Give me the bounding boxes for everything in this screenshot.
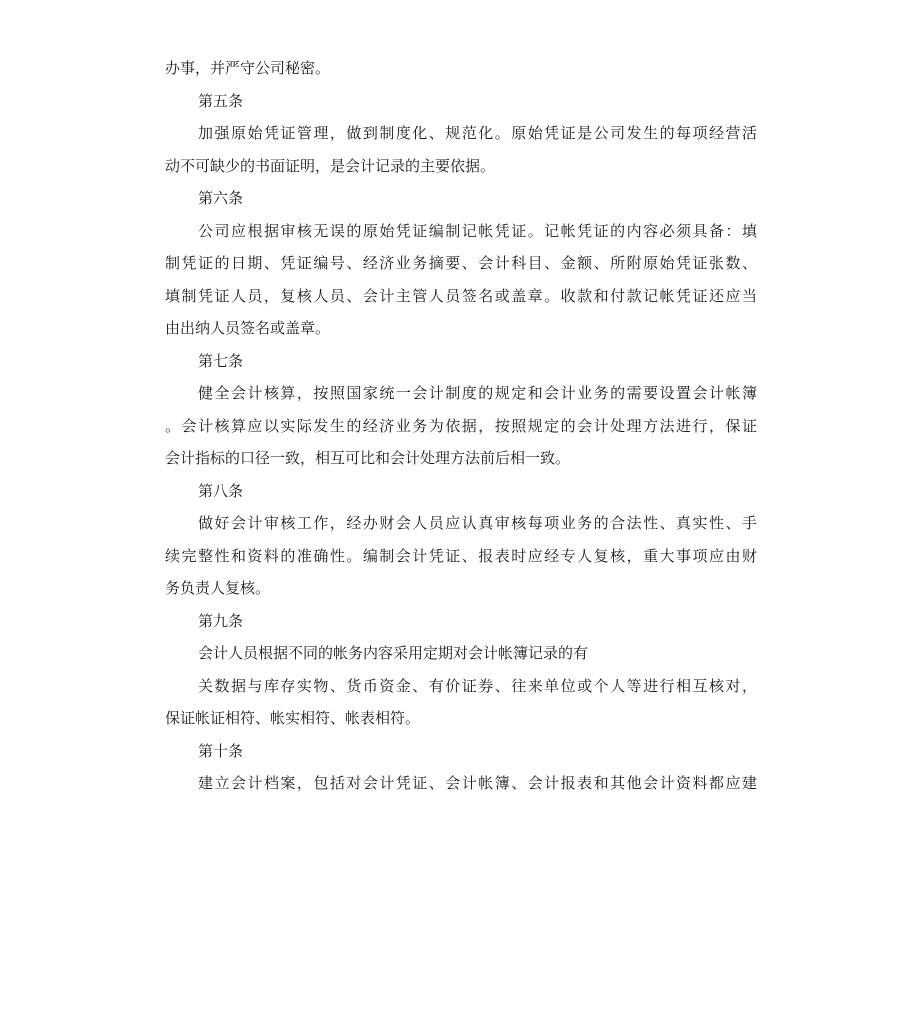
- document-body: [165, 56, 757, 804]
- paragraph-line: 会计人员根据不同的帐务内容采用定期对会计帐簿记录的有: [198, 644, 589, 662]
- paragraph-line: 会计指标的口径一致，相互可比和会计处理方法前后相一致。: [165, 449, 571, 467]
- paragraph-line: 填制凭证人员，复核人员、会计主管人员签名或盖章。收款和付款记帐凭证还应当: [165, 286, 757, 305]
- paragraph-line: 加强原始凭证管理，做到制度化、规范化。原始凭证是公司发生的每项经营活: [198, 124, 757, 142]
- article-heading: 第八条: [198, 481, 244, 500]
- paragraph-line: 建立会计档案，包括对会计凭证、会计帐簿、会计报表和其他会计资料都应建: [198, 774, 757, 792]
- paragraph-line: 务负责人复核。: [165, 579, 271, 597]
- paragraph-line: 由出纳人员签名或盖章。: [165, 319, 331, 337]
- paragraph-line: 关数据与库存实物、货币资金、有价证券、往来单位或个人等进行相互核对，: [198, 676, 757, 695]
- paragraph-line: 做好会计审核工作，经办财会人员应认真审核每项业务的合法性、真实性、手: [198, 514, 757, 532]
- paragraph-line: 公司应根据审核无误的原始凭证编制记帐凭证。记帐凭证的内容必须具备：填: [198, 221, 757, 240]
- article-heading: 第九条: [198, 611, 244, 630]
- paragraph-line: 制凭证的日期、凭证编号、经济业务摘要、会计科目、金额、所附原始凭证张数、: [165, 254, 757, 272]
- article-heading: 第五条: [198, 91, 244, 110]
- article-heading: 第六条: [198, 189, 244, 207]
- paragraph-line: 续完整性和资料的准确性。编制会计凭证、报表时应经专人复核，重大事项应由财: [165, 546, 757, 565]
- paragraph-line: 办事，并严守公司秘密。: [165, 59, 331, 77]
- paragraph-line: 保证帐证相符、帐实相符、帐表相符。: [165, 709, 421, 727]
- article-heading: 第十条: [198, 741, 244, 760]
- article-heading: 第七条: [198, 351, 244, 370]
- paragraph-line: 健全会计核算，按照国家统一会计制度的规定和会计业务的需要设置会计帐簿: [198, 384, 757, 402]
- paragraph-line: 。会计核算应以实际发生的经济业务为依据，按照规定的会计处理方法进行，保证: [165, 416, 757, 435]
- paragraph-line: 动不可缺少的书面证明，是会计记录的主要依据。: [165, 156, 496, 175]
